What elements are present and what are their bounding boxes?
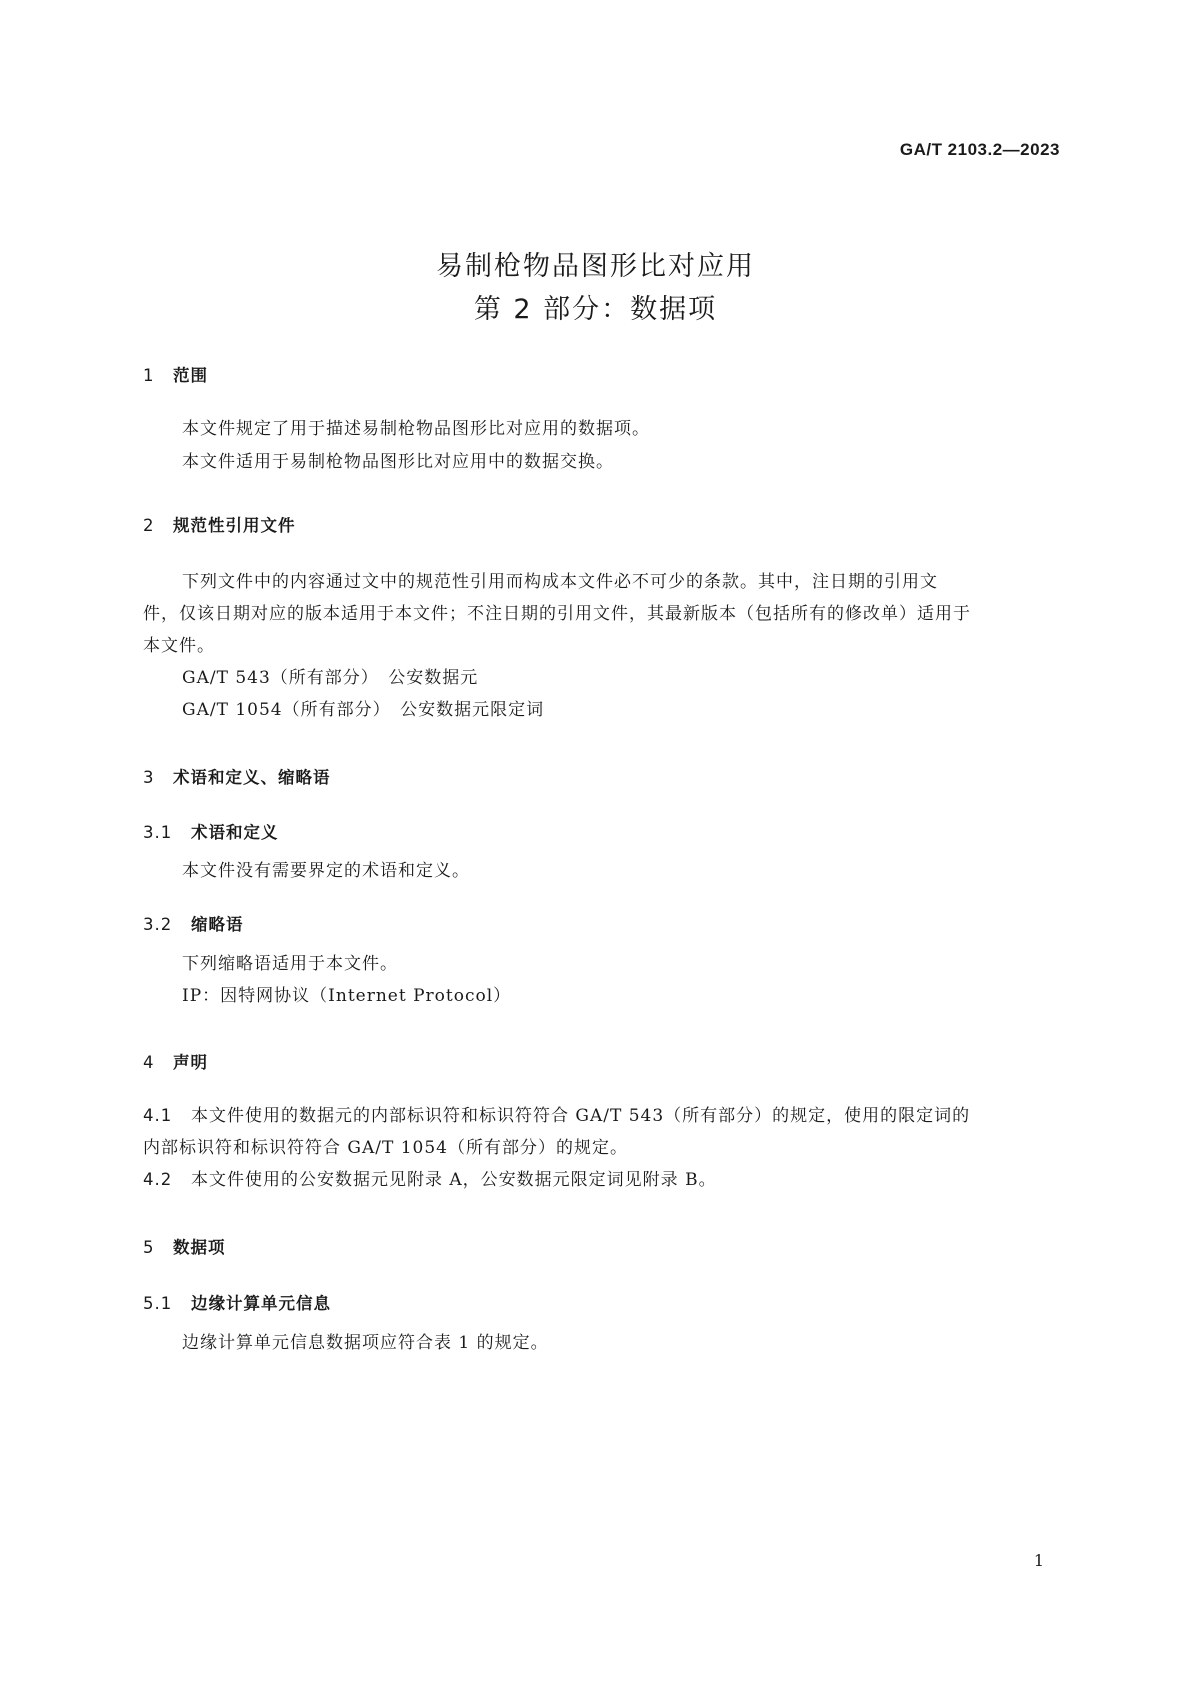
section-heading-2 <box>143 512 296 536</box>
subsection-title: 缩略语 <box>191 915 244 934</box>
page-number: 1 <box>1033 1551 1044 1570</box>
section-title: 术语和定义、缩略语 <box>173 768 331 787</box>
subsection-number: 3.1 <box>143 823 173 842</box>
clause-number: 4.1 <box>143 1106 173 1125</box>
subsection-number: 3.2 <box>143 915 173 934</box>
subsection-heading-3-2 <box>143 911 244 935</box>
paragraph: 下列缩略语适用于本文件。 <box>182 954 398 974</box>
clause-4-1 <box>143 1108 970 1125</box>
subsection-title: 术语和定义 <box>191 823 279 842</box>
section-heading-4 <box>143 1049 208 1073</box>
paragraph-line: 下列文件中的内容通过文中的规范性引用而构成本文件必不可少的条款。其中，注日期的引用文 <box>182 572 938 592</box>
section-heading-1 <box>143 362 208 386</box>
section-number: 4 <box>143 1053 155 1072</box>
section-number: 1 <box>143 366 155 385</box>
document-title: 易制枪物品图形比对应用 <box>436 251 755 282</box>
section-title: 规范性引用文件 <box>173 516 296 535</box>
abbreviation-entry: IP：因特网协议（Internet Protocol） <box>182 986 512 1006</box>
clause-4-2 <box>143 1172 717 1189</box>
paragraph-line: 本文件。 <box>143 636 215 656</box>
paragraph: 本文件规定了用于描述易制枪物品图形比对应用的数据项。 <box>182 419 650 439</box>
document-subtitle: 第 2 部分：数据项 <box>473 294 718 325</box>
normative-reference: GA/T 1054（所有部分） 公安数据元限定词 <box>182 700 545 720</box>
subsection-heading-3-1 <box>143 819 279 843</box>
paragraph: 边缘计算单元信息数据项应符合表 1 的规定。 <box>182 1333 549 1353</box>
section-title: 声明 <box>173 1053 208 1072</box>
subsection-number: 5.1 <box>143 1294 173 1313</box>
section-title: 数据项 <box>173 1238 226 1257</box>
section-heading-5 <box>143 1234 226 1258</box>
section-number: 3 <box>143 768 155 787</box>
section-number: 2 <box>143 516 155 535</box>
clause-number: 4.2 <box>143 1170 173 1189</box>
subsection-heading-5-1 <box>143 1290 331 1314</box>
section-number: 5 <box>143 1238 155 1257</box>
paragraph-line: 件，仅该日期对应的版本适用于本文件；不注日期的引用文件，其最新版本（包括所有的修改单）适用于 <box>143 604 971 624</box>
section-title: 范围 <box>173 366 208 385</box>
subsection-title: 边缘计算单元信息 <box>191 1294 331 1313</box>
paragraph: 本文件适用于易制枪物品图形比对应用中的数据交换。 <box>182 452 614 472</box>
paragraph-line: 内部标识符和标识符符合 GA/T 1054（所有部分）的规定。 <box>143 1138 628 1158</box>
normative-reference: GA/T 543（所有部分） 公安数据元 <box>182 668 479 688</box>
paragraph: 本文件没有需要界定的术语和定义。 <box>182 861 470 881</box>
clause-text: 本文件使用的数据元的内部标识符和标识符符合 GA/T 543（所有部分）的规定，使用的限定词的 <box>191 1106 971 1126</box>
standard-code: GA/T 2103.2—2023 <box>899 140 1060 159</box>
clause-text: 本文件使用的公安数据元见附录 A，公安数据元限定词见附录 B。 <box>191 1170 717 1190</box>
section-heading-3 <box>143 764 331 788</box>
